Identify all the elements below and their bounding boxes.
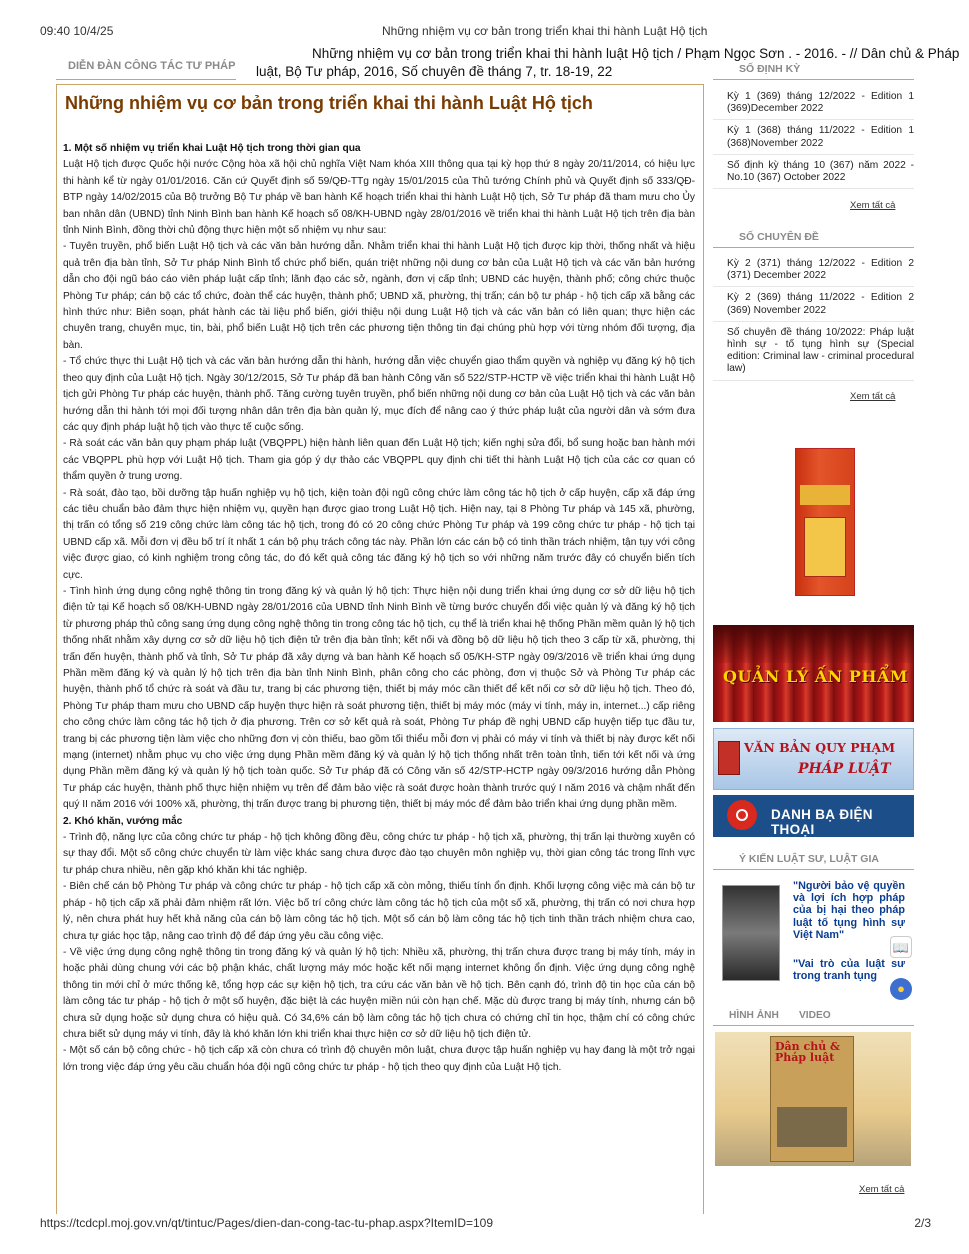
article-paragraph: - Tình hình ứng dụng công nghệ thông tin trong đăng ký và quản lý hộ tịch: Thực hiện nội dung triển khai ứng dụng cơ sở dữ liệu hộ tịch điện tử tại Kế hoạch số 08/KH-UBND ngày 28/01/2016 của UBND tỉnh Ninh Bình về từng bước chuyển đổi việc quản lý và đăng ký hộ tịch từ phương pháp thủ công sang ứng dụng công nghệ thông tin trong công tác hộ tịch, cụ thể là triển khai hệ thống Phần mềm quản lý hộ tịch thống nhất nhằm xây dựng cơ sở dữ liệu hộ tịch điện tử trên địa bàn tỉnh; kết nối và đồng bộ dữ liệu hộ tịch theo 3 cấp từ xã, phường, thị trấn đến huyện, thành phố và tỉnh, Sở Tư pháp đã xây dựng và ban hành Kế hoạch số 05/KH-STP ngày 09/3/2016 về triển khai ứng dụng Phần mềm đăng ký và quản lý hộ tịch trên địa bàn tỉnh Ninh Bình, phân công cho các phòng, đơn vị thuộc Sở và Phòng Tư pháp các huyện, thành phố tổ chức rà soát và đầu tư, trang bị các phương tiện, thiết bị máy móc cần thiết để kết nối cơ sở dữ liệu hộ tịch. Theo đó, Phòng Tư pháp tham mưu cho UBND cấp huyện thực hiện rà soát phương tiện, thiết bị máy móc (máy vi tính, máy in, internet...) cấp riêng cho công chức làm công tác hộ tịch ở địa phương. Trên cơ sở kết quả rà soát, Phòng Tư pháp đề nghị UBND cấp huyện tiếp tục đầu tư, trang bị các phương tiện làm việc cho những đơn vị còn thiếu, bao gồm tối thiểu mỗi đơn vị phải có máy vi tính và thiết bị này được kết nối mạng (internet) nhằm phục vụ cho việc ứng dụng Phần mềm đăng ký và quản lý hộ tịch thống nhất trên toàn tỉnh, tiến tới kết nối và ứng dụng Phần mềm đăng ký và quản lý hộ tịch toàn quốc. Sở Tư pháp đã có Công văn số 42/STP-HCTP ngày 09/3/2016 hướng dẫn Phòng Tư pháp các huyện, thành phố thực hiện nhiệm vụ trên để đảm bảo việc rà soát được hoàn thành trước quý I năm 2016 và chậm nhất đến quý II năm 2016 với 100% xã, phường, thị trấn được trang bị phương tiện, thiết bị máy móc để đảm bảo triển khai ứng dụng phần mềm. <box>63 585 695 811</box>
media-see-all-link[interactable]: Xem tất cả <box>859 1184 905 1195</box>
help-globe-icon[interactable]: ● <box>890 978 912 1000</box>
article-paragraph: - Rà soát các văn bản quy phạm pháp luật (VBQPPL) hiện hành liên quan đến Luật Hộ tịch; kiến nghị sửa đổi, bổ sung hoặc ban hành mới các VBQPPL phù hợp với Luật Hộ tịch. Tham gia góp ý dự thảo các VBQPPL quy định chi tiết thi hành Luật Hộ tịch của các cơ quan có thẩm quyền ở trung ương. <box>63 438 695 483</box>
special-item[interactable]: Kỳ 2 (369) tháng 11/2022 - Edition 2 (369) November 2022 <box>713 287 914 321</box>
tab-video[interactable]: VIDEO <box>799 1010 831 1021</box>
phone-directory-label: DANH BẠ ĐIỆN THOẠI <box>771 807 873 837</box>
section-tab[interactable]: DIỄN ĐÀN CÔNG TÁC TƯ PHÁP <box>56 56 236 80</box>
book-band <box>800 485 850 505</box>
periodic-item[interactable]: Kỳ 1 (369) tháng 12/2022 - Edition 1 (369)December 2022 <box>713 86 914 120</box>
opinion-thumbnail[interactable] <box>722 885 780 981</box>
article-paragraph: - Tuyên truyền, phổ biến Luật Hộ tịch và các văn bản hướng dẫn. Nhằm triển khai thi hành Luật Hộ tịch được kịp thời, thống nhất và hiệu quả trên địa bàn tỉnh, Sở Tư pháp Ninh Bình tổ chức phổ biến, quán triệt những nội dung cơ bản của Luật Hộ tịch và các văn bản hướng dẫn cho đội ngũ báo cáo viên pháp luật cấp tỉnh; lãnh đạo các sở, ngành, đơn vị cấp tỉnh; UBND các huyện, thành phố; công chức thuộc Phòng Tư pháp; cán bộ các tổ chức, đoàn thể các huyện, thành phố; UBND xã, phường, thị trấn; cán bộ tư pháp - hộ tịch cấp xã bằng các hình thức như: Biên soạn, phát hành các tài liệu phổ biến, giới thiệu nội dung Luật Hộ tịch và các văn bản có liên quan; thực hiện các chuyên trang, chuyên mục, tin, bài, phổ biến Luật Hộ tịch trên các phương tiện thông tin đại chúng phù hợp với từng nhóm đối tượng, địa bàn. <box>63 241 695 351</box>
periodic-list <box>713 86 914 189</box>
reader-book-icon[interactable]: 📖 <box>890 936 912 958</box>
publication-management-banner[interactable] <box>713 625 914 722</box>
magazine-cover-image[interactable] <box>715 1032 911 1166</box>
print-header <box>40 24 955 40</box>
legal-documents-label-1: VĂN BẢN QUY PHẠM <box>744 740 896 755</box>
periodic-item[interactable]: Số định kỳ tháng 10 (367) năm 2022 - No.10 (367) October 2022 <box>713 155 914 189</box>
opinion-item[interactable]: "Người bảo vệ quyền và lợi ích hợp pháp của bị hại theo pháp luật tố tụng hình sự Việt Nam" <box>793 880 905 941</box>
periodic-tab[interactable]: SỐ ĐỊNH KỲ <box>713 60 914 80</box>
special-list <box>713 253 914 381</box>
article-box <box>56 84 704 1214</box>
book-picture <box>804 517 846 577</box>
article-paragraph: Luật Hộ tịch được Quốc hội nước Cộng hòa xã hội chủ nghĩa Việt Nam khóa XIII thông qua tại kỳ họp thứ 8 ngày 20/11/2014, có hiệu lực thi hành kể từ ngày 01/01/2016. Căn cứ Quyết định số 59/QĐ-TTg ngày 15/01/2015 của Thủ tướng Chính phủ và Quyết định số 333/QĐ-BTP ngày 14/02/2015 của Bộ trưởng Bộ Tư pháp về ban hành Kế hoạch triển khai thi hành Luật Hộ tịch, Sở Tư pháp đã tham mưu cho Ủy ban nhân dân (UBND) tỉnh Ninh Bình ban hành Kế hoạch số 08/KH-UBND ngày 28/01/2016 về triển khai thi hành Luật Hộ tịch trên địa bàn tỉnh Ninh Bình, đồng thời chủ động thực hiện một số nhiệm vụ như sau: <box>63 159 695 237</box>
special-see-all-link[interactable]: Xem tất cả <box>850 391 896 402</box>
phone-directory-banner[interactable] <box>713 795 914 837</box>
banner-shade <box>713 625 914 663</box>
article-paragraph: - Rà soát, đào tạo, bồi dưỡng tập huấn nghiệp vụ hộ tịch, kiện toàn đội ngũ công chức làm công tác hộ tịch ở cấp huyện, cấp xã đáp ứng các tiêu chuẩn bảo đảm thực hiện nhiệm vụ, quyền hạn được giao trong Luật Hộ tịch. Hiện nay, tại 8 Phòng Tư pháp và 145 xã, phường, thị trấn có tổng số 219 công chức làm công tác hộ tịch, trong đó có 20 công chức Phòng Tư pháp và 199 công chức tư pháp - hộ tịch tại UBND cấp xã. Mỗi đơn vị đều bố trí ít nhất 1 cán bộ phụ trách công tác này. Phần lớn các cán bộ có tinh thần trách nhiệm, tận tụy với công việc được giao, có kinh nghiệm trong công tác, do đó kết quả công tác đăng ký hộ tịch so với những năm trước đây có chuyển biến tích cực. <box>63 487 695 581</box>
opinion-item[interactable]: "Vai trò của luật sư trong tranh tụng <box>793 958 905 983</box>
page-number: 2/3 <box>914 1216 931 1230</box>
article-title: Những nhiệm vụ cơ bản trong triển khai thi hành Luật Hộ tịch <box>65 93 593 113</box>
article-paragraph: - Trình độ, năng lực của công chức tư pháp - hộ tịch không đồng đều, công chức tư pháp - hộ tịch xã, phường, thị trấn lại thường xuyên có sự thay đổi. Một số công chức chuyển từ làm việc khác sang chưa được đào tạo chuyên môn nghiệp vụ, thời gian công tác trong lĩnh vực tư pháp chưa nhiều, nên gặp khó khăn khi tác nghiệp. <box>63 832 695 876</box>
magazine-title: Dân chủ & Pháp luật <box>775 1040 840 1064</box>
periodic-see-all-link[interactable]: Xem tất cả <box>850 200 896 211</box>
special-item[interactable]: Kỳ 2 (371) tháng 12/2022 - Edition 2 (371) December 2022 <box>713 253 914 287</box>
media-tabs <box>713 1008 914 1026</box>
legal-documents-label-2: PHÁP LUẬT <box>798 761 891 777</box>
legal-documents-banner[interactable] <box>713 728 914 790</box>
article-paragraph: - Về việc ứng dụng công nghệ thông tin trong đăng ký và quản lý hộ tịch: Nhiều xã, phường, thị trấn chưa được trang bị máy tính, máy in hoặc phải dùng chung với các bộ phận khác, chất lượng máy móc hoặc kết nối mạng internet không ổn định. Việc ứng dụng công nghệ thông tin mới chỉ ở mức thống kê, tổng hợp các sự kiện hộ tịch, tra cứu các văn bản về hộ tịch. Bên cạnh đó, trình độ tin học của cán bộ làm công tác tư pháp - hộ tịch ở một số huyện, đặc biệt là các huyện miền núi còn hạn chế. Mặc dù được trang bị máy tính, nhưng cán bộ chưa sử dụng hoặc sử dụng chưa có hiệu quả. Có 34,6% cán bộ làm công tác hộ tịch chưa có chứng chỉ tin học, thậm chí có công chức chưa biết sử dụng máy vi tính, đây là khó khăn lớn khi triển khai thực hiện cơ sở dữ liệu hộ tịch điện tử. <box>63 946 695 1040</box>
magazine-cover <box>770 1036 854 1162</box>
special-item[interactable]: Số chuyên đề tháng 10/2022: Pháp luật hình sự - tố tụng hình sự (Special edition: Criminal law - criminal procedural law) <box>713 322 914 381</box>
article-paragraph: - Tổ chức thực thi Luật Hộ tịch và các văn bản hướng dẫn thi hành, hướng dẫn việc chuyển giao thẩm quyền và nghiệp vụ đăng ký hộ tịch theo quy định của Luật Hộ tịch. Ngày 30/12/2015, Sở Tư pháp đã ban hành Công văn số 522/STP-HCTP về việc triển khai thi hành Luật Hộ tịch gửi Phòng Tư pháp các huyện, thành phố. Tăng cường tuyên truyền, phổ biến những nội dung cơ bản của Luật Hộ tịch và các văn bản hướng dẫn thi hành tới mọi đối tượng nhân dân trên địa bàn quản lý, mục đích để nâng cao ý thức pháp luật của người dân và sớm đưa các quy định pháp luật hộ tịch vào thực tế cuộc sống. <box>63 356 695 433</box>
special-tab[interactable]: SỐ CHUYÊN ĐỀ <box>713 228 914 248</box>
page-url: https://tcdcpl.moj.gov.vn/qt/tintuc/Pages/dien-dan-cong-tac-tu-phap.aspx?ItemID=109 <box>40 1216 494 1230</box>
article-paragraph: - Một số cán bộ công chức - hộ tịch cấp xã còn chưa có trình độ chuyên môn luật, chưa được tập huấn nghiệp vụ hay đang là một trở ngại lớn trong việc đáp ứng yêu cầu chuẩn hóa đội ngũ công chức tư pháp - hộ tịch theo quy định của Luật Hộ tịch. <box>63 1045 695 1073</box>
opinion-tab[interactable]: Ý KIẾN LUẬT SƯ, LUẬT GIA <box>713 850 914 870</box>
publication-management-label: QUẢN LÝ ẤN PHẨM <box>723 667 909 686</box>
print-footer <box>40 1216 931 1232</box>
tab-images[interactable]: HÌNH ẢNH <box>729 1010 779 1021</box>
telephone-icon <box>727 800 757 830</box>
article-heading-2: 2. Khó khăn, vướng mắc <box>63 815 183 827</box>
book-cover-image[interactable] <box>795 448 855 596</box>
citation: Những nhiệm vụ cơ bản trong triển khai thi hành luật Hộ tịch / Phạm Ngọc Sơn . - 2016. - // Dân chủ & Pháp luật, Bộ Tư pháp, 2016, Số chuyên đề tháng 7, tr. 18-19, 22 <box>256 46 960 79</box>
article-body <box>63 141 695 1076</box>
print-time: 09:40 10/4/25 <box>40 24 114 38</box>
print-title: Những nhiệm vụ cơ bản trong triển khai thi hành Luật Hộ tịch <box>382 24 708 38</box>
article-paragraph: - Biên chế cán bộ Phòng Tư pháp và công chức tư pháp - hộ tịch cấp xã còn mỏng, thiếu tính ổn định. Khối lượng công việc mà cán bộ tư pháp - hộ tịch cấp xã phải đảm nhiệm rất lớn. Việc bố trí công chức làm công tác hộ tịch của một số xã, phường, thị trấn có nơi chưa hợp lý, nên chưa phát huy hết khả năng của cán bộ làm công tác hộ tịch. Một số cán bộ làm công tác hộ tịch tinh thần trách nhiệm chưa cao, chưa tự giác học tập, nâng cao trình độ để đáp ứng yêu cầu công việc. <box>63 881 695 942</box>
article-heading-1: 1. Một số nhiệm vụ triển khai Luật Hộ tịch trong thời gian qua <box>63 143 361 154</box>
periodic-item[interactable]: Kỳ 1 (368) tháng 11/2022 - Edition 1 (368)November 2022 <box>713 120 914 154</box>
magazine-photo <box>777 1107 847 1147</box>
law-book-icon <box>718 741 740 775</box>
